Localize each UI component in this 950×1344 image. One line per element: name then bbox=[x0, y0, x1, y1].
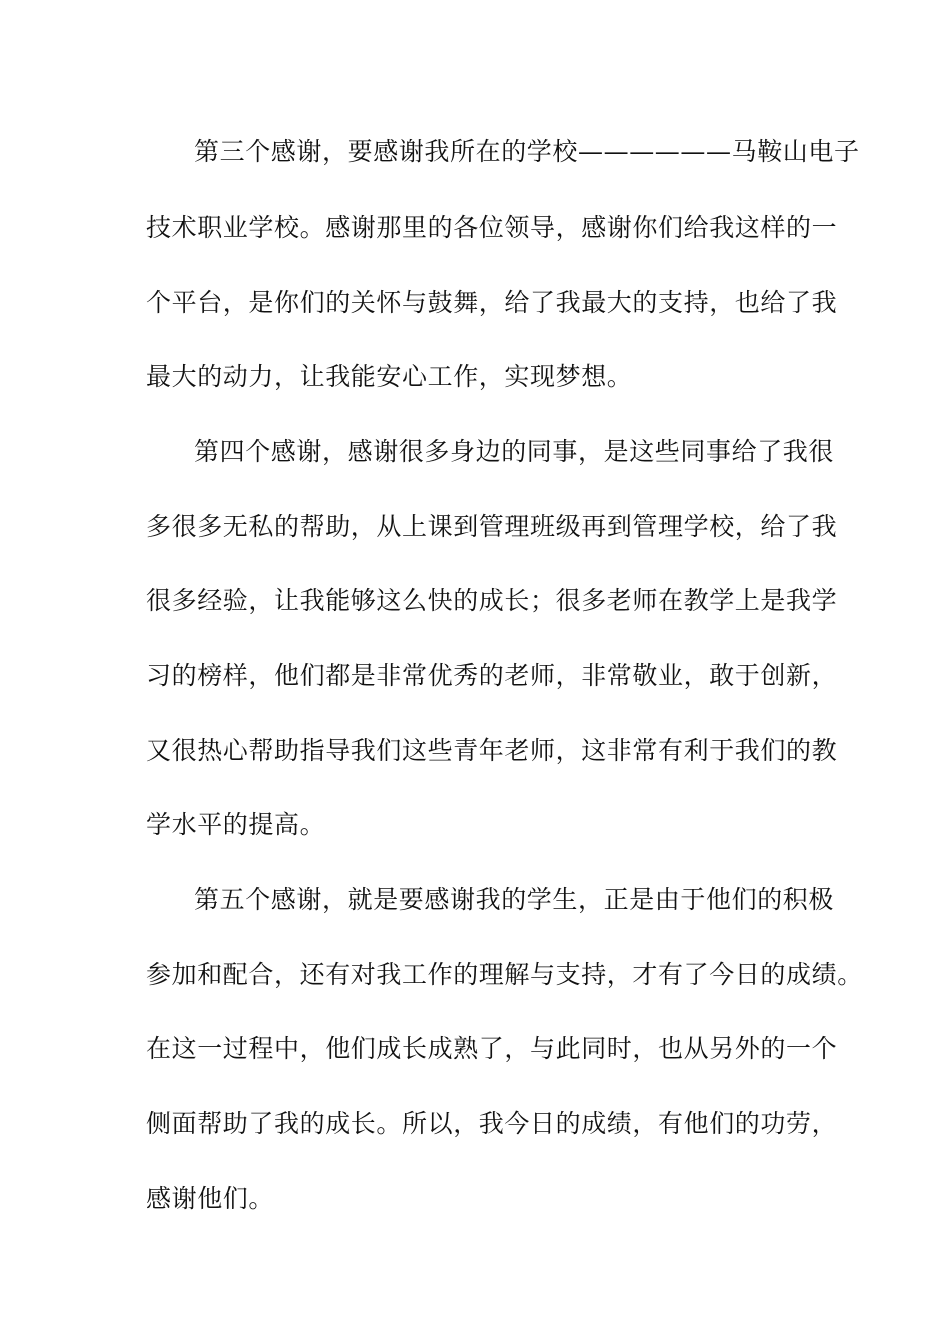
paragraph-5-line-3: 在这一过程中，他们成长成熟了，与此同时，也从另外的一个 bbox=[146, 1034, 838, 1063]
paragraph-3-line-3: 个平台，是你们的关怀与鼓舞，给了我最大的支持，也给了我 bbox=[146, 288, 838, 317]
paragraph-4-line-4: 习的榜样，他们都是非常优秀的老师，非常敬业，敢于创新， bbox=[146, 661, 838, 690]
paragraph-3-line-4: 最大的动力，让我能安心工作，实现梦想。 bbox=[146, 362, 633, 391]
paragraph-4-line-2: 多很多无私的帮助，从上课到管理班级再到管理学校，给了我 bbox=[146, 512, 838, 541]
paragraph-5-line-5: 感谢他们。 bbox=[146, 1184, 275, 1213]
paragraph-4-line-3: 很多经验，让我能够这么快的成长；很多老师在教学上是我学 bbox=[146, 586, 838, 615]
paragraph-4-line-5: 又很热心帮助指导我们这些青年老师，这非常有利于我们的教 bbox=[146, 736, 838, 765]
paragraph-5-line-2: 参加和配合，还有对我工作的理解与支持，才有了今日的成绩。 bbox=[146, 960, 863, 989]
paragraph-4-line-1: 第四个感谢，感谢很多身边的同事，是这些同事给了我很 bbox=[194, 437, 835, 466]
paragraph-5-line-4: 侧面帮助了我的成长。所以，我今日的成绩，有他们的功劳， bbox=[146, 1109, 838, 1138]
paragraph-3-line-2: 技术职业学校。感谢那里的各位领导，感谢你们给我这样的一 bbox=[146, 213, 838, 242]
paragraph-5-line-1: 第五个感谢，就是要感谢我的学生，正是由于他们的积极 bbox=[194, 885, 835, 914]
paragraph-4-line-6: 学水平的提高。 bbox=[146, 810, 326, 839]
paragraph-3-line-1: 第三个感谢，要感谢我所在的学校——————马鞍山电子 bbox=[194, 137, 860, 166]
